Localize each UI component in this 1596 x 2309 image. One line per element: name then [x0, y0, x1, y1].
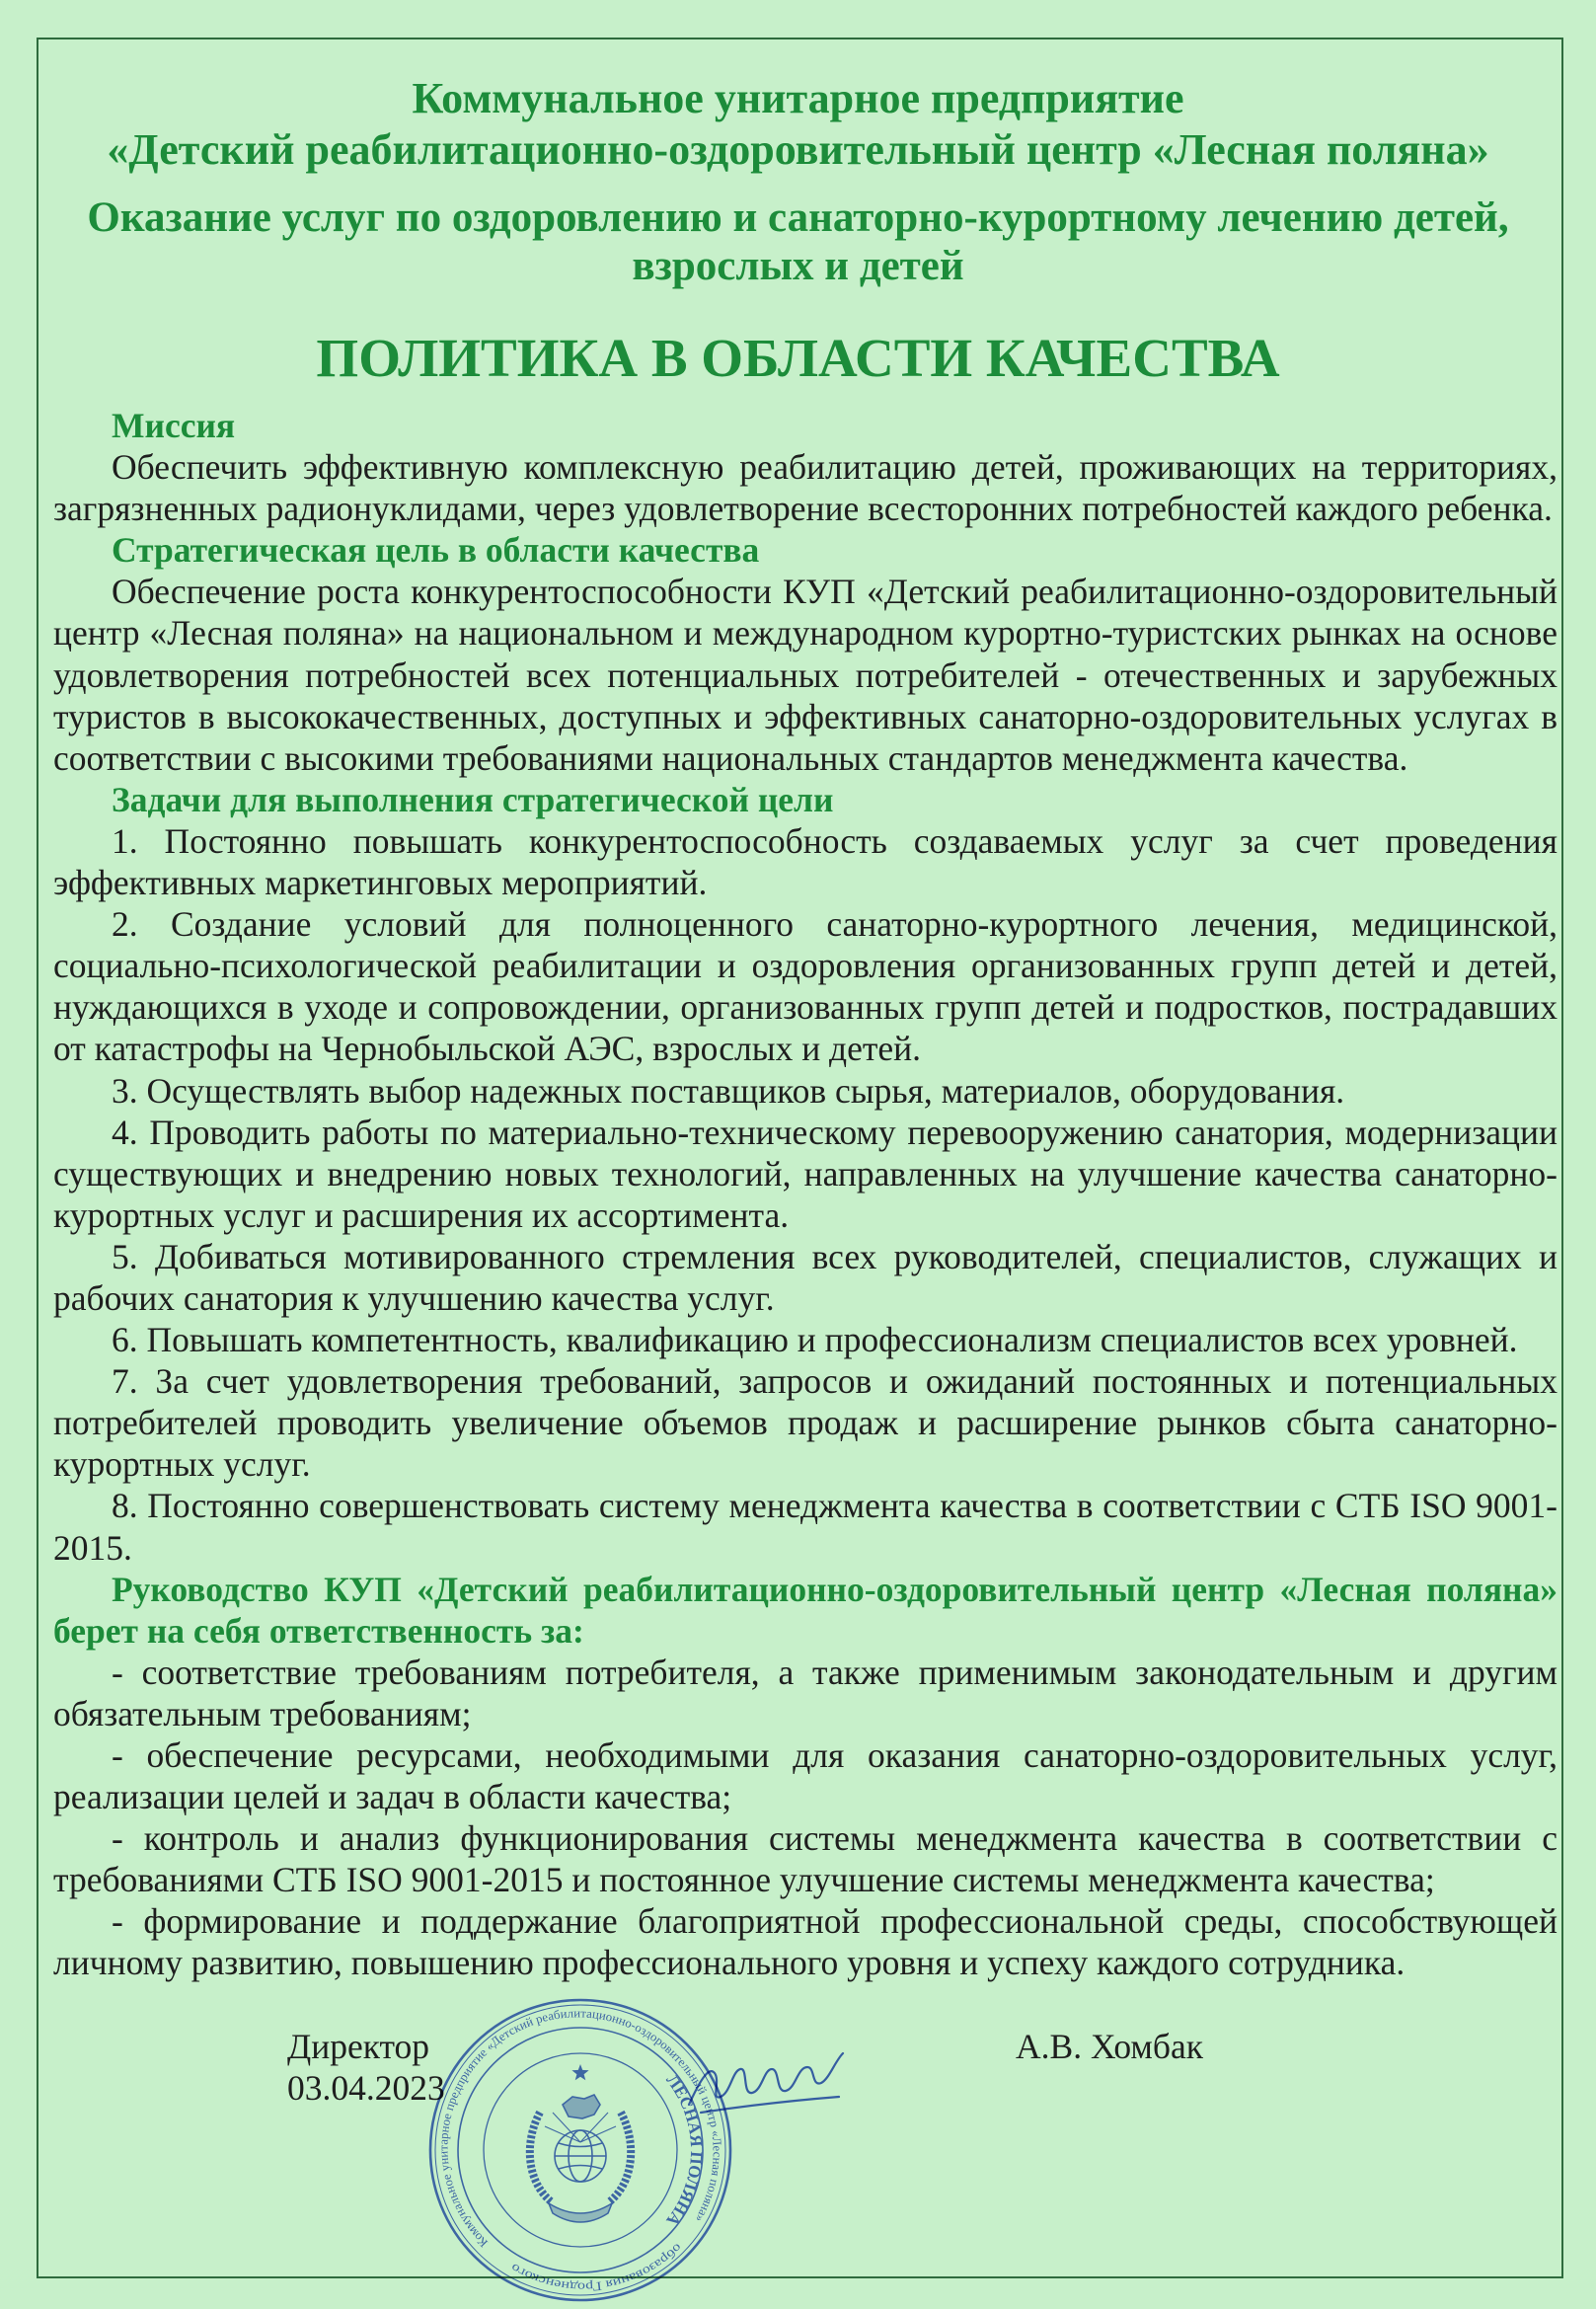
task-item: 3. Осуществлять выбор надежных поставщиков сырья, материалов, оборудования.: [112, 1070, 1345, 1111]
task-item: 7. За счет удовлетворения требований, запросов и ожиданий постоянных и потенциальных потребителей проводить увеличение объемов продаж и расширение рынков сбыта санаторно-курортных услуг.: [53, 1361, 1558, 1485]
stamp-inner-text-path: ЛЕСНАЯ ПОЛЯНА: [662, 2070, 707, 2230]
org-name-line: Коммунальное унитарное предприятие: [412, 74, 1184, 122]
strategic-goal-heading: Стратегическая цель в области качества: [112, 530, 760, 571]
responsibility-heading: Руководство КУП «Детский реабилитационно-оздоровительный центр «Лесная поляна» берет на себя ответственность за:: [53, 1569, 1558, 1651]
mission-heading: Миссия: [112, 406, 236, 445]
director-signature: [681, 2043, 849, 2137]
tasks-heading: Задачи для выполнения стратегической цели: [112, 779, 834, 819]
task-item: 4. Проводить работы по материально-техническому перевооружению санатория, модернизации существующих и внедрению новых технологий, направленных на улучшение качества санаторно-курортных услуг и расширения их ассортимента.: [53, 1112, 1558, 1235]
service-line: взрослых и детей: [632, 243, 964, 289]
responsibility-item: - обеспечение ресурсами, необходимыми для оказания санаторно-оздоровительных услуг, реализации целей и задач в области качества;: [53, 1735, 1558, 1817]
responsibility-item: - формирование и поддержание благоприятной профессиональной среды, способствующей личному развитию, повышению профессионального уровня и успеху каждого сотрудника.: [53, 1901, 1558, 1983]
org-name-line: «Детский реабилитационно-оздоровительный центр «Лесная поляна»: [107, 125, 1489, 174]
page-title: ПОЛИТИКА В ОБЛАСТИ КАЧЕСТВА: [316, 328, 1280, 388]
responsibility-item: - соответствие требованиям потребителя, а также применимым законодательным и другим обязательным требованиям;: [53, 1652, 1558, 1733]
signature-position: Директор: [287, 2026, 430, 2066]
stamp-outer-text: [508, 2241, 685, 2294]
signature-date: 03.04.2023: [287, 2067, 445, 2108]
task-item: 8. Постоянно совершенствовать систему менеджмента качества в соответствии с СТБ ISO 9001-2015.: [53, 1486, 1558, 1568]
stamp-outer-text-end: образования Гродненского: [509, 2240, 685, 2294]
policy-body: [53, 405, 1558, 2109]
responsibility-item: - контроль и анализ функционирования системы менеджмента качества в соответствии с требованиями СТБ ISO 9001-2015 и постоянное улучшение системы менеджмента качества;: [53, 1818, 1558, 1900]
task-item: 1. Постоянно повышать конкурентоспособность создаваемых услуг за счет проведения эффективных маркетинговых мероприятий.: [53, 820, 1558, 903]
service-line: Оказание услуг по оздоровлению и санаторно-курортному лечению детей,: [87, 194, 1509, 241]
stamp-outer-text-start: Коммунальное унитарное предприятие «Детский реабилитационно-оздоровительный центр «Лесная поляна»: [436, 2006, 724, 2251]
task-item: 2. Создание условий для полноценного санаторно-курортного лечения, медицинской, социально-психологической реабилитации и оздоровления организованных групп детей и детей, нуждающихся в уходе и сопровождении, организованных групп детей и подростков, пострадавших от катастрофы на Чернобыльской АЭС, взрослых и детей.: [53, 904, 1558, 1069]
official-stamp: [424, 1994, 736, 2306]
task-item: 5. Добиваться мотивированного стремления всех руководителей, специалистов, служащих и рабочих санатория к улучшению качества услуг.: [53, 1236, 1558, 1318]
mission-text: Обеспечить эффективную комплексную реабилитацию детей, проживающих на территориях, загрязненных радионуклидами, через удовлетворение всесторонних потребностей каждого ребенка.: [53, 447, 1558, 529]
strategic-goal-text: Обеспечение роста конкурентоспособности КУП «Детский реабилитационно-оздоровительный центр «Лесная поляна» на национальном и международном курортно-туристских рынках на основе удовлетворения потребностей всех потенциальных потребителей - отечественных и зарубежных туристов в высококачественных, доступных и эффективных санаторно-оздоровительных услугах в соответствии с высокими требованиями национальных стандартов менеджмента качества.: [53, 572, 1558, 778]
signature-name: А.В. Хомбак: [1016, 2026, 1203, 2066]
task-item: 6. Повышать компетентность, квалификацию и профессионализм специалистов всех уровней.: [112, 1320, 1518, 1360]
coat-of-arms-icon: [530, 2064, 631, 2222]
